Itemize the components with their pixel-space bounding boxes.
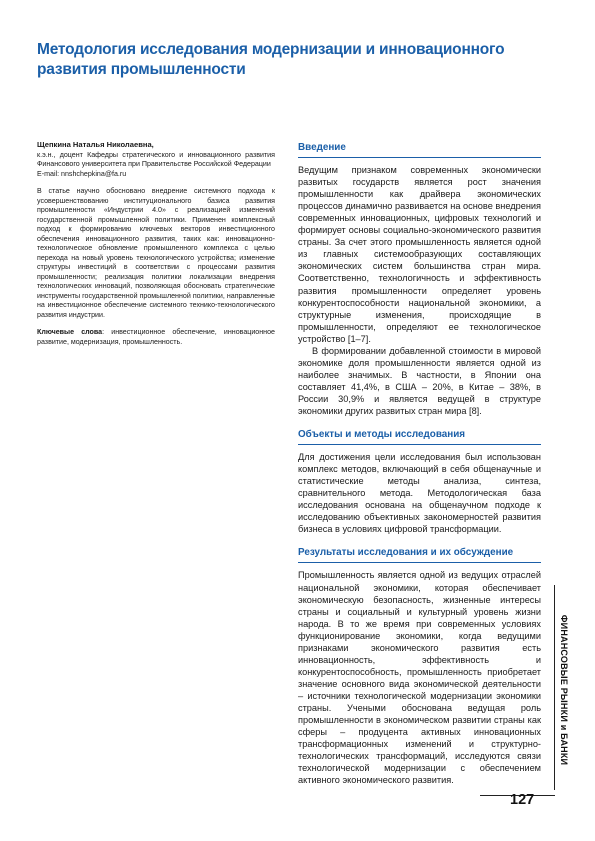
methods-paragraph-1: Для достижения цели исследования был использован комплекс методов, включающий в себя общенаучные и статистические методы анализа, синтеза, сравнительного метода. Методологическая база исследования основана на общенаучном подходе к исследованию объективных закономерностей развития бизнеса в условиях цифровой трансформации. xyxy=(298,452,541,535)
section-divider xyxy=(298,444,541,445)
author-affiliation: к.э.н., доцент Кафедры стратегического и инновационного развития Финансового университета при Правительстве Российской Федерации xyxy=(37,150,275,168)
intro-paragraph-1: Ведущим признаком современных экономически развитых государств является рост значения промышленности как драйвера экономических процессов динамично развивается на основе внедрения современных инновационных, цифровых технологий и формирует основы социально-экономического развития страны. За счет этого промышленность является одной из главных системообразующих составляющих экономических систем большинства стран мира. Соответственно, технологичность и эффективность развития промышленности определяет уровень конкурентоспособности национальной экономики, а структурные изменения, происходящие в промышленности, определяют ее технологическое устройство [1–7]. xyxy=(298,165,541,344)
keywords xyxy=(37,328,275,347)
journal-section-label xyxy=(555,590,573,790)
abstract: В статье научно обосновано внедрение системного подхода к усовершенствованию институционального базиса развития промышленности «Индустрии 4.0» с реализацией изменений государственной промышленной политики. Применен комплексный подход к формированию ключевых векторов инвестиционного обеспечения инновационного развития, таких как: инновационно-технологическое обновление промышленного комплекса с целью перехода на новый уровень технологического устройства; изменение структуры инвестиций в соответствии с процессами развития промышленности; реализация политики локализации внедрения технологических инноваций, позволяющая обосновать стратегические инструменты государственной промышленной политики, направленные на инвестиционное обеспечение системного технико-технологического развития индустрии. xyxy=(37,187,275,319)
results-paragraph-1: Промышленность является одной из ведущих отраслей национальной экономики, которая обеспечивает экономическую безопасность, жизненные интересы страны и социальный и культурный уровень жизни народа. В то же время при современных условиях функционирование экономики, когда ведущими признаками экономического развития есть инновационность, эффективность и конкурентоспособность, промышленность приобретает значение основного вида экономической деятельности – источники технологической модернизации экономики страны. Учеными обоснована ведущая роль промышленности в экономическом развитии страны как сферы – продуцента активных инновационных трансформационных изменений и структурно-технологических трансформаций, исследуются связи технологической модернизации с обеспечением активного экономического развития. xyxy=(298,570,541,786)
journal-section-text: ФИНАНСОВЫЕ РЫНКИ и БАНКИ xyxy=(559,614,569,766)
section-title-methods: Объекты и методы исследования xyxy=(298,429,466,441)
page-number: 127 xyxy=(510,792,535,808)
section-title-intro: Введение xyxy=(298,142,346,153)
keywords-label: Ключевые слова xyxy=(37,328,103,336)
main-text-column xyxy=(298,142,541,786)
keywords-text: : инвестиционное обеспечение, инновационное развитие, модернизация, промышленность. xyxy=(37,328,275,346)
author-name: Щепкина Наталья Николаевна, xyxy=(37,140,154,149)
intro-paragraph-2: В формировании добавленной стоимости в мировой экономике доля промышленности является одной из наиболее значимых. В частности, в Японии она составляет 41,4%, в США – 20%, в Китае – 38%, в России 30,9% и является ведущей в структуре экономики других развитых стран мира [8]. xyxy=(298,345,541,416)
author-and-abstract-column xyxy=(37,140,275,347)
section-title-results: Результаты исследования и их обсуждение xyxy=(298,547,514,559)
author-email[interactable]: E-mail: nnshchepkina@fa.ru xyxy=(37,169,127,178)
section-divider xyxy=(298,562,541,563)
article-title: Методология исследования модернизации и инновационного развития промышленности xyxy=(37,41,505,78)
section-divider xyxy=(298,157,541,158)
